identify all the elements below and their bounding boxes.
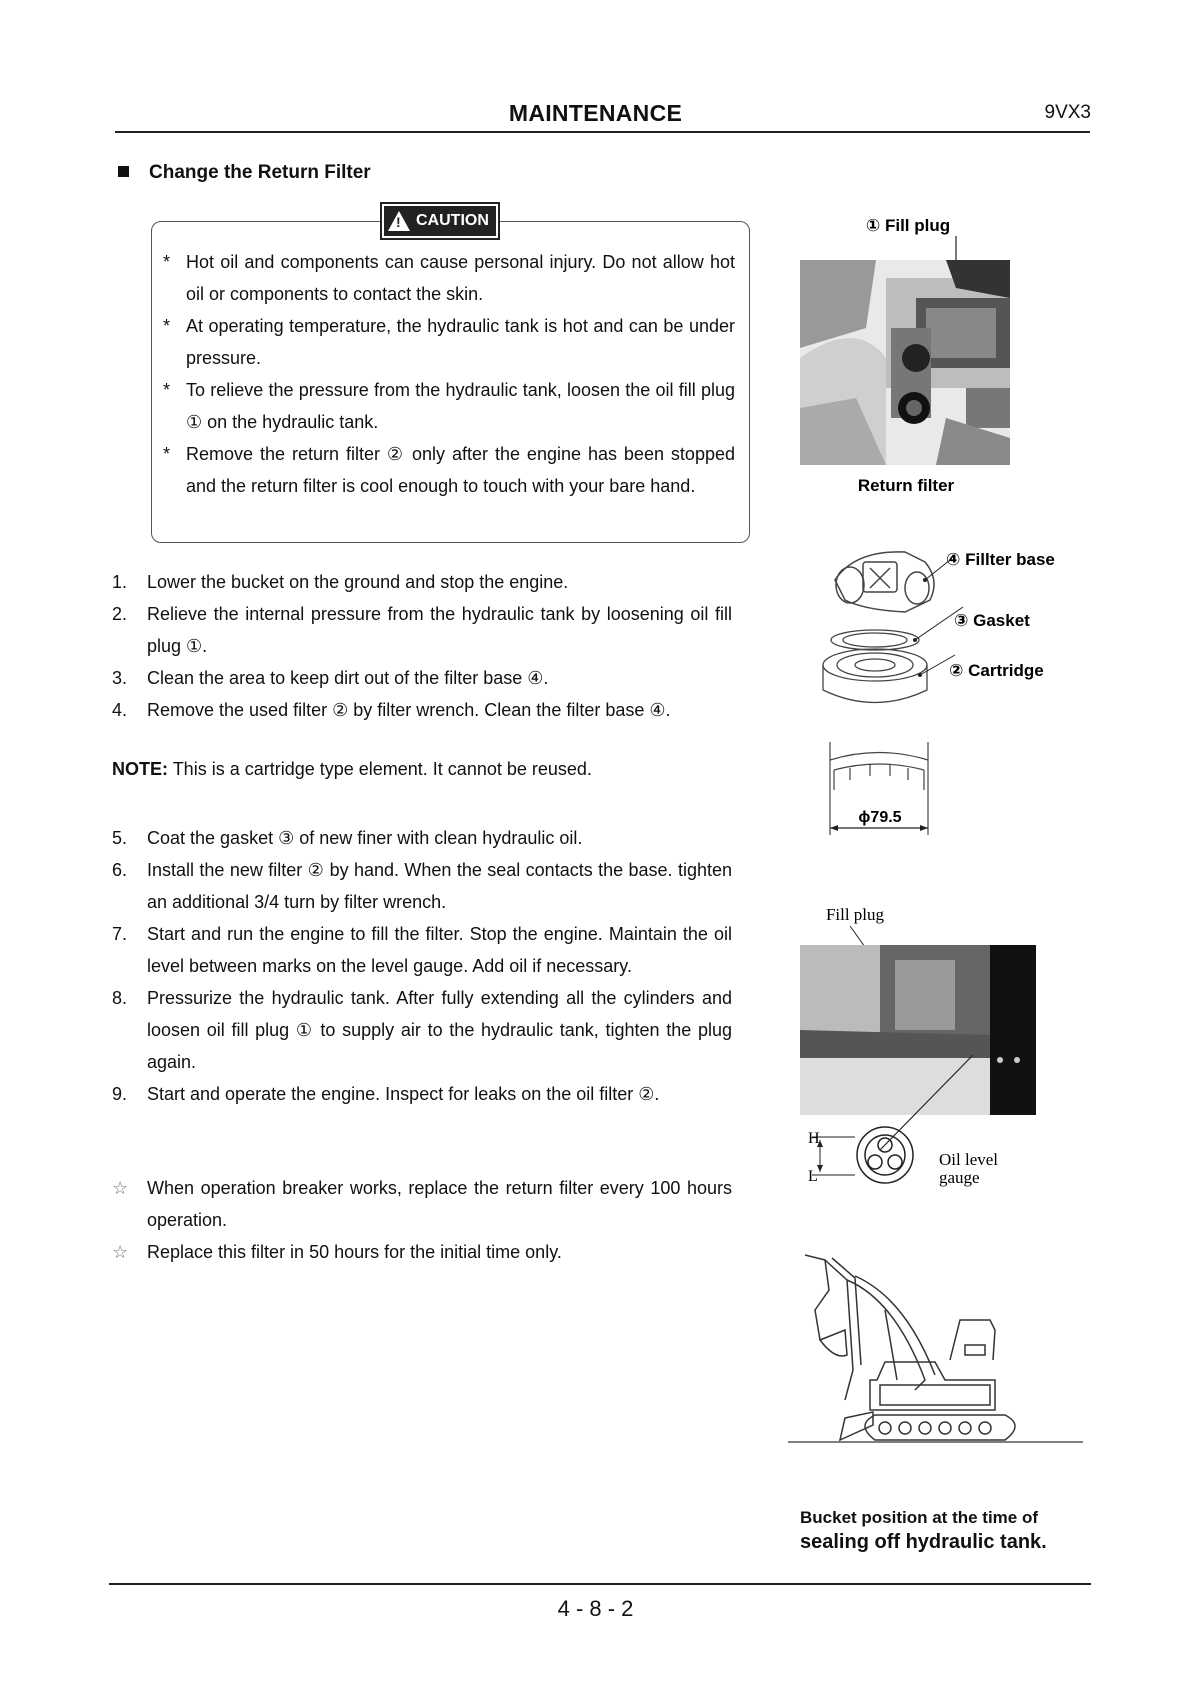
- note: [112, 759, 592, 780]
- step-item: 6. Install the new filter ② by hand. When the seal contacts the base. tighten an additional 3/4 turn by filter wrench.: [112, 860, 732, 912]
- excavator-drawing: [805, 1255, 1015, 1440]
- low-mark-label: L: [808, 1168, 818, 1185]
- oil-level-label: Oil level: [939, 1150, 999, 1169]
- steps-list-b: [112, 822, 732, 1110]
- note-text: This is a cartridge type element. It cannot be reused.: [172, 759, 592, 779]
- note-label: NOTE:: [112, 759, 168, 779]
- step-item: 3. Clean the area to keep dirt out of the filter base ④.: [112, 668, 549, 688]
- oil-level-figure: [795, 900, 1045, 1200]
- cartridge-dimension-figure: [820, 740, 940, 840]
- star-icon: ☆: [112, 1242, 129, 1262]
- step-item: 7. Start and run the engine to fill the filter. Stop the engine. Maintain the oil level between marks on the level gauge. Add oil if necessary.: [112, 924, 732, 976]
- gasket-label: ③ Gasket: [954, 611, 1030, 630]
- caution-item: * At operating temperature, the hydraulic tank is hot and can be under pressure.: [163, 316, 735, 368]
- oil-level-photo: [800, 945, 1036, 1115]
- square-bullet-icon: [118, 166, 129, 177]
- warning-icon: !: [388, 211, 410, 231]
- filter-parts-figure: [815, 540, 1090, 720]
- step-item: 9. Start and operate the engine. Inspect for leaks on the oil filter ②.: [112, 1084, 660, 1104]
- step-item: 8. Pressurize the hydraulic tank. After fully extending all the cylinders and loosen oil fill plug ① to supply air to the hydraulic tank, tighten the plug again.: [112, 988, 732, 1072]
- step-item: 2. Relieve the internal pressure from the hydraulic tank by loosening oil fill plug ①.: [112, 604, 732, 656]
- caution-list: [160, 246, 735, 502]
- diameter-label: ϕ79.5: [858, 809, 902, 826]
- section-heading: [118, 162, 371, 184]
- section-title: Change the Return Filter: [149, 162, 371, 183]
- gauge-label: gauge: [939, 1168, 980, 1187]
- return-filter-caption: Return filter: [857, 476, 955, 495]
- step-item: 1. Lower the bucket on the ground and stop the engine.: [112, 572, 569, 592]
- return-filter-figure: [796, 208, 1026, 500]
- star-icon: ☆: [112, 1178, 129, 1198]
- excavator-figure: [785, 1250, 1085, 1550]
- cartridge-label: ② Cartridge: [949, 661, 1044, 680]
- return-filter-photo: [800, 260, 1010, 465]
- caution-badge: [380, 202, 500, 240]
- tips-list: [112, 1172, 732, 1268]
- cartridge-drawing: [823, 649, 927, 703]
- tip-item: ☆ When operation breaker works, replace the return filter every 100 hours operation.: [112, 1172, 732, 1236]
- oil-level-gauge-icon: [857, 1127, 913, 1183]
- gasket-drawing: [831, 630, 919, 650]
- high-mark-label: H: [808, 1130, 820, 1147]
- fill-plug-label-2: Fill plug: [825, 905, 885, 924]
- caution-item: * Hot oil and components can cause personal injury. Do not allow hot oil or components to contact the skin.: [163, 252, 735, 304]
- fill-plug-label: ① Fill plug: [865, 216, 951, 235]
- bucket-caption-1: Bucket position at the time of: [800, 1508, 1039, 1527]
- header-rule: [115, 131, 1090, 133]
- caution-item: * To relieve the pressure from the hydraulic tank, loosen the oil fill plug ① on the hydraulic tank.: [163, 380, 735, 432]
- caution-label: CAUTION: [416, 212, 489, 229]
- caution-item: * Remove the return filter ② only after the engine has been stopped and the return filter is cool enough to touch with your bare hand.: [163, 444, 735, 496]
- page-title: MAINTENANCE: [508, 100, 683, 126]
- model-code: 9VX3: [1044, 102, 1091, 123]
- filter-base-drawing: [835, 552, 934, 612]
- footer-rule: [109, 1583, 1091, 1585]
- step-item: 4. Remove the used filter ② by filter wrench. Clean the filter base ④.: [112, 700, 671, 720]
- tip-item: ☆ Replace this filter in 50 hours for the initial time only.: [112, 1236, 732, 1268]
- filter-base-label: ④ Fillter base: [946, 550, 1055, 569]
- bucket-caption-2: sealing off hydraulic tank.: [800, 1531, 1047, 1553]
- step-item: 5. Coat the gasket ③ of new finer with clean hydraulic oil.: [112, 828, 583, 848]
- steps-list-a: [112, 566, 732, 726]
- page-number: 4 - 8 - 2: [557, 1596, 634, 1621]
